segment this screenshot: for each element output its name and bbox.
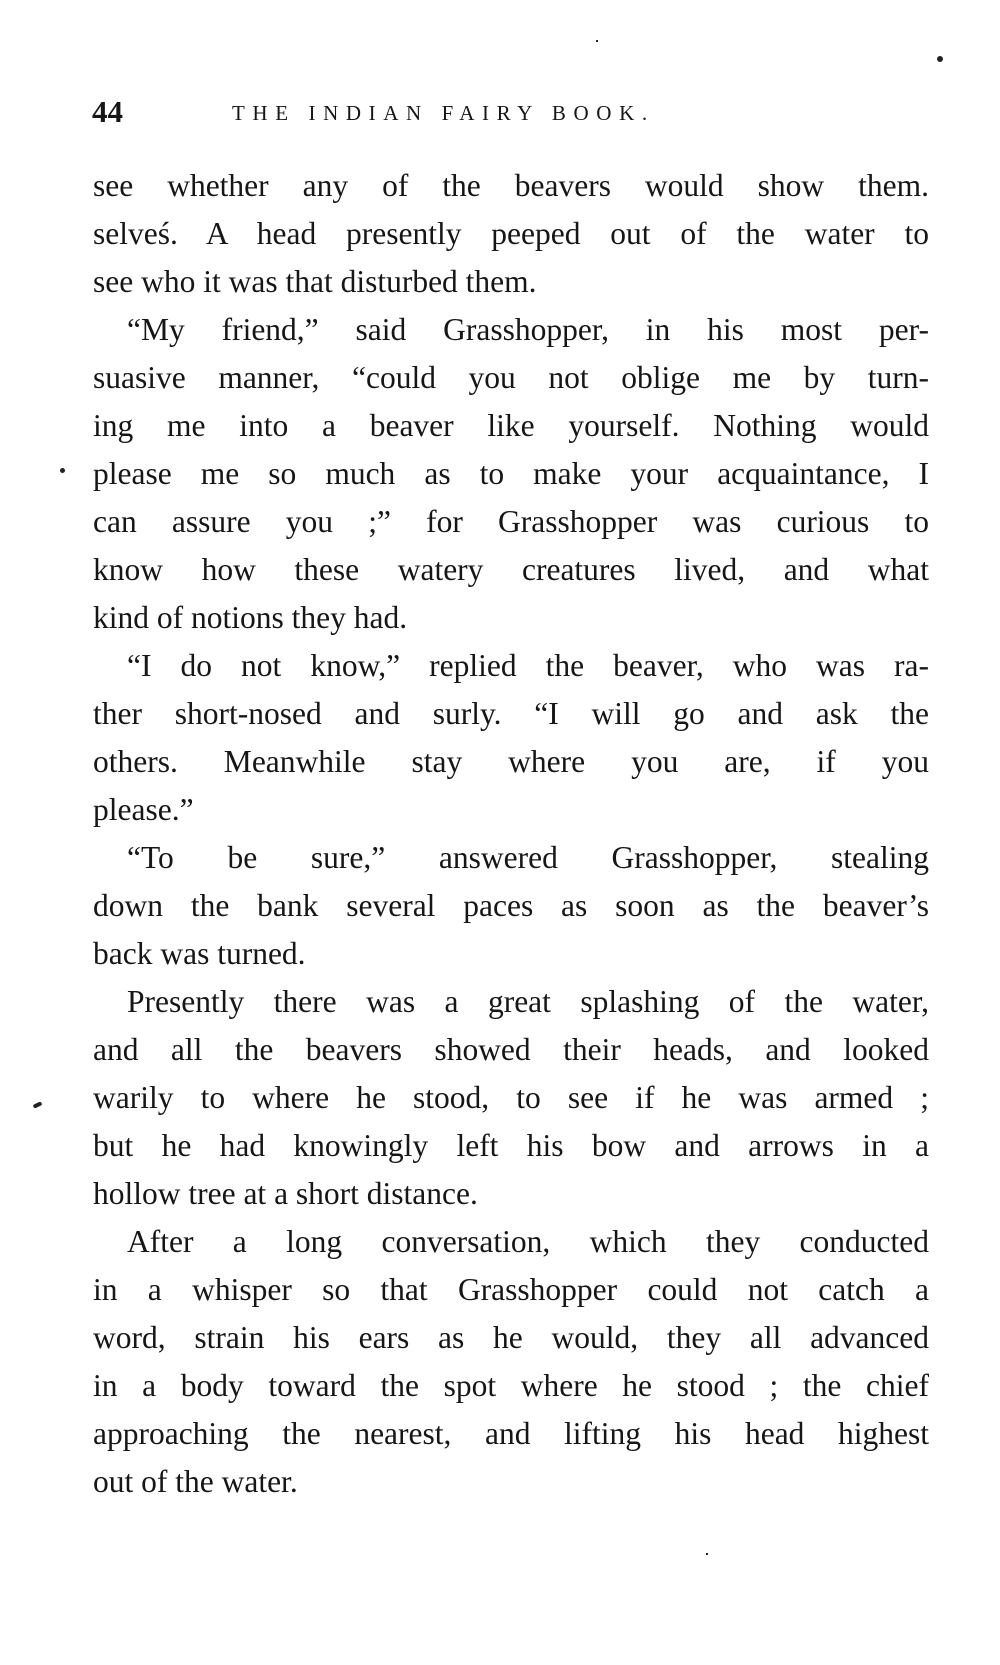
text-line: After a long conversation, which they conducted [127,1224,929,1259]
text-line: can assure you ;” for Grasshopper was curious to [93,504,929,539]
text-line: in a whisper so that Grasshopper could not catch a [93,1272,929,1307]
running-head: THE INDIAN FAIRY BOOK. [232,101,655,125]
text-line: in a body toward the spot where he stood ; the chief [93,1368,929,1403]
scan-speck [596,40,598,42]
scan-speck [706,1553,708,1555]
text-line: approaching the nearest, and lifting his head highest [93,1416,929,1451]
page-number: 44 [92,94,123,129]
page-header [92,92,930,132]
text-line: “My friend,” said Grasshopper, in his most per- [127,312,929,347]
text-line: but he had knowingly left his bow and arrows in a [93,1128,929,1163]
scan-speck [60,468,65,473]
text-line: word, strain his ears as he would, they all advanced [93,1320,929,1355]
text-line: down the bank several paces as soon as the beaver’s [93,888,929,923]
text-line: please me so much as to make your acquaintance, I [93,456,929,491]
text-line: “To be sure,” answered Grasshopper, stealing [127,840,929,875]
text-line: see whether any of the beavers would show them. [93,168,929,203]
text-line: out of the water. [93,1464,298,1499]
text-line: please.” [93,792,194,827]
body-text [93,162,929,1506]
text-line: Presently there was a great splashing of the water, [127,984,929,1019]
text-line: see who it was that disturbed them. [93,264,537,299]
text-line: warily to where he stood, to see if he was armed ; [93,1080,929,1115]
text-line: “I do not know,” replied the beaver, who was ra- [127,648,929,683]
text-line: hollow tree at a short distance. [93,1176,478,1211]
text-line: know how these watery creatures lived, and what [93,552,929,587]
text-line: ther short-nosed and surly. “I will go and ask the [93,696,929,731]
text-line: back was turned. [93,936,306,971]
text-line: ing me into a beaver like yourself. Nothing would [93,408,929,443]
text-line: and all the beavers showed their heads, and looked [93,1032,929,1067]
text-line: kind of notions they had. [93,600,408,635]
text-line: suasive manner, “could you not oblige me by turn- [93,360,929,395]
text-line: selveś. A head presently peeped out of the water to [93,216,929,251]
scan-speck [33,1101,43,1108]
text-line: others. Meanwhile stay where you are, if you [93,744,929,779]
scan-speck [937,56,943,62]
